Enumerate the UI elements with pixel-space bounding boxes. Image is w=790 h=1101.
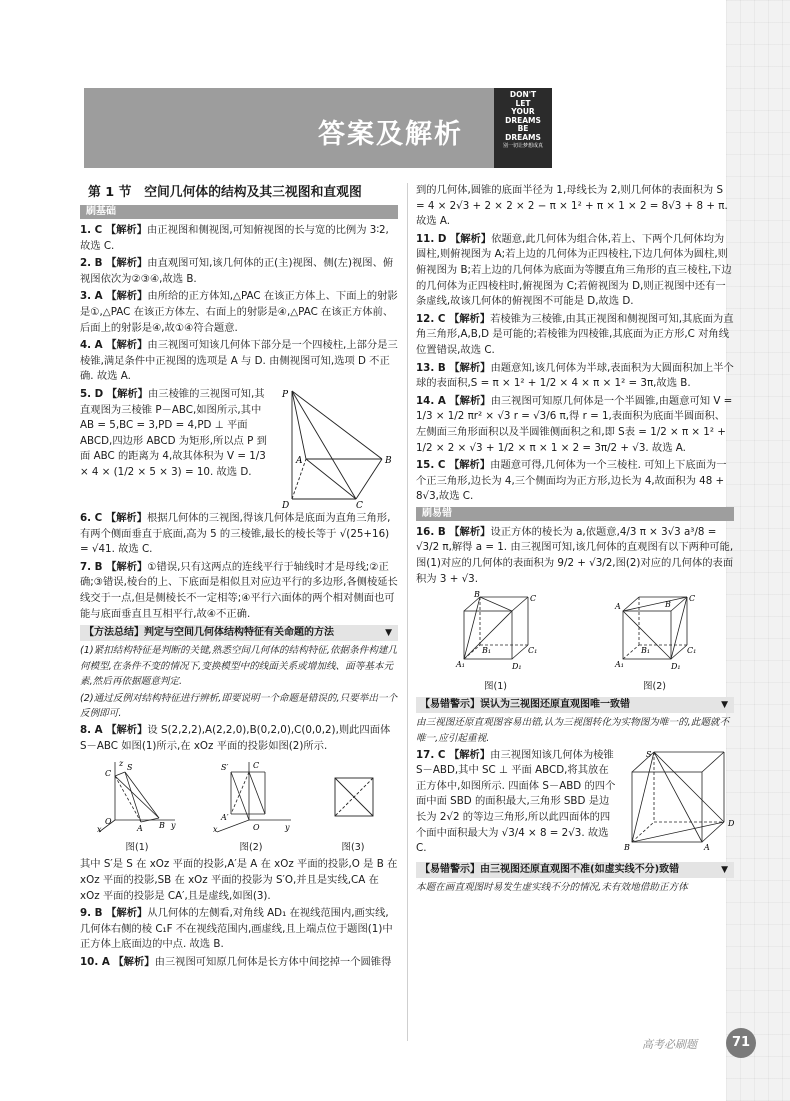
banner-title: 答案及解析: [318, 119, 463, 150]
answer-item: [416, 312, 734, 359]
badge-sub: 别一切让梦想成真: [502, 143, 543, 149]
svg-text:D: D: [282, 500, 290, 511]
svg-text:B₁: B₁: [481, 646, 491, 656]
section-title: 第 1 节 空间几何体的结构及其三视图和直观图: [88, 185, 362, 200]
answer-head: 7. B 【解析】: [80, 560, 148, 573]
answer-item: [80, 955, 398, 971]
answer-head: 13. B 【解析】: [416, 361, 491, 374]
svg-text:B: B: [624, 842, 630, 852]
figure-caption: 图(1): [484, 680, 507, 692]
answer-item: [416, 232, 734, 310]
page-edge-decoration: [726, 0, 790, 1101]
svg-text:y: y: [285, 823, 290, 833]
svg-text:C: C: [105, 769, 112, 779]
answer-item: [80, 338, 398, 385]
answer-head: 14. A 【解析】: [416, 394, 491, 407]
badge-line: LET: [515, 98, 531, 108]
answer-item: [416, 394, 734, 456]
left-column: [80, 183, 398, 973]
answer-item: [416, 458, 734, 505]
svg-text:C₁: C₁: [527, 646, 537, 656]
svg-text:O: O: [105, 817, 112, 827]
answer-text: ①错误,只有这两点的连线平行于轴线时才是母线;②正确;③错误,棱台的上、下底面是相似且对应边平行的多边形,各侧棱延长线交于一点,但是侧棱长不一定相等;④平行六面体的两个相对侧面也可能与底面垂直且互相平行,故④不正确.: [80, 560, 398, 620]
figure: [615, 591, 695, 694]
answer-item: [80, 387, 398, 511]
method-summary-title: 【方法总结】判定与空间几何体结构特征有关命题的方法: [84, 627, 334, 639]
answer-text: 设正方体的棱长为 a,依题意,4/3 π × 3√3 a³/8 = √3/2 π,解得 a = 1. 由三视图可知,该几何体的直观图有以下两种可能,图(1)对应的几何体的表面积为 9/2 + √3/2,图(2)对应的几何体的表面积为 3 + √3.: [416, 525, 734, 585]
answer-item: [80, 906, 398, 953]
figure-caption: 图(2): [239, 841, 263, 853]
warning-title: 【易错警示】由三视图还原直观图不准(如虚实线不分)致错: [420, 863, 680, 875]
warning-title: 【易错警示】误认为三视图还原直观图唯一致错: [420, 699, 630, 711]
cube-pyramid-figure: [624, 748, 734, 852]
answer-head: 3. A 【解析】: [80, 290, 148, 303]
svg-text:P: P: [282, 389, 289, 400]
badge-line: DREAMS: [505, 132, 541, 142]
svg-text:C: C: [688, 594, 695, 604]
warning-box: [416, 697, 734, 713]
answer-head: 15. C 【解析】: [416, 459, 491, 472]
answer-head: 12. C 【解析】: [416, 312, 491, 325]
cube-figure-1: [456, 591, 536, 673]
svg-text:C: C: [529, 594, 536, 604]
svg-text:B: B: [473, 590, 480, 600]
svg-text:C₁: C₁: [686, 646, 696, 656]
svg-text:B: B: [385, 455, 392, 466]
figure-caption: 图(1): [125, 841, 149, 853]
triangle-down-icon: ▼: [721, 700, 728, 711]
answer-head: 5. D 【解析】: [80, 387, 148, 400]
badge-line: DREAMS: [505, 115, 541, 125]
answer-item: [416, 361, 734, 392]
answer-item: [80, 256, 398, 287]
answer-head: 4. A 【解析】: [80, 339, 148, 352]
answer-text: 由直观图可知,该几何体的正(主)视图、侧(左)视图、俯视图依次为②③④,故选 B.: [80, 257, 394, 285]
svg-text:z: z: [119, 759, 124, 769]
cube-figure-2: [615, 591, 695, 673]
triangle-down-icon: ▼: [385, 628, 392, 639]
svg-text:x: x: [97, 825, 102, 835]
square-view-figure: [323, 758, 383, 834]
figure: [95, 758, 179, 855]
answer-text: 由正视图和侧视图,可知俯视图的长与宽的比例为 3∶2,故选 C.: [80, 224, 389, 252]
answer-text: 由题意知,该几何体为半球,表面积为大圆面积加上半个球的表面积,S = π × 1² + 1/2 × 4 × π × 1² = 3π,故选 B.: [416, 361, 734, 390]
svg-text:S: S: [127, 763, 133, 773]
svg-text:S: S: [646, 749, 652, 759]
figure: [456, 591, 536, 694]
answer-head: 1. C 【解析】: [80, 224, 147, 236]
answer-text: 若棱锥为三棱锥,由其正视图和侧视图可知,其底面为直角三角形,A,B,D 是可能的;若棱锥为四棱锥,其底面为正方形,C 对角线位置错误,故选 C.: [416, 312, 734, 356]
svg-text:A: A: [614, 602, 621, 612]
answer-item: [80, 289, 398, 336]
svg-text:y: y: [171, 821, 176, 831]
svg-text:A₁: A₁: [614, 660, 624, 670]
answer-text: 根据几何体的三视图,得该几何体是底面为直角三角形,有两个侧面垂直于底面,高为 5 的三棱锥,最长的棱长等于 √(25+16) = √41. 故选 C.: [80, 511, 391, 556]
answer-text: 由三视图可知该几何体下部分是一个四棱柱,上部分是三棱锥,满足条件中正视图的选项是 A 与 D. 由侧视图可知,选项 D 不正确. 故选 A.: [80, 339, 398, 383]
answer-text: 依题意,此几何体为组合体,若上、下两个几何体均为圆柱,则俯视图为 A;若上边的几何体为正四棱柱,下边几何体为圆柱,则俯视图为 B;若上边的几何体为底面为等腰直角三角形的直三棱柱,下边的几何体为正四棱柱时,俯视图为 C;若俯视图为 D,则正视图中还有一条虚线,故该几何体的俯视图不可能是 D,故选 D.: [416, 232, 732, 308]
answer-item: [80, 857, 398, 904]
footer-text: 高考必刷题: [642, 1038, 697, 1051]
svg-text:O: O: [253, 823, 260, 833]
tetrahedron-figure: [95, 758, 179, 834]
warning-note: 由三视图还原直观图容易出错,认为三视图转化为实物图为唯一的,此题就不唯一,应引起重视.: [416, 717, 730, 745]
svg-text:D₁: D₁: [670, 662, 681, 672]
svg-text:S′: S′: [221, 763, 229, 773]
figure-caption: 图(3): [341, 841, 365, 853]
answer-text: 设 S(2,2,2),A(2,2,0),B(0,2,0),C(0,0,2),则此四面体 S－ABC 如图(1)所示,在 xOz 平面的投影如图(2)所示.: [80, 724, 391, 752]
answer-head: 9. B 【解析】: [80, 907, 148, 920]
figure-row: [80, 758, 398, 855]
column-divider: [407, 183, 408, 1041]
warning-note: 本题在画直观图时易发生虚实线不分的情况,未有效地借助正方体: [416, 881, 688, 893]
right-column: [416, 183, 734, 896]
answer-text: 其中 S′是 S 在 xOz 平面的投影,A′是 A 在 xOz 平面的投影,O 是 B 在 xOz 平面的投影,SB 在 xOz 平面的投影为 S′O,并且是实线,CA 在 xOz 平面的投影是 CA′,且是虚线,如图(3).: [80, 858, 398, 902]
answer-text: 由三棱锥的三视图可知,其直观图为三棱锥 P－ABC,如图所示,其中 AB = 5,BC = 3,PD = 4,PD ⊥ 平面 ABCD,四边形 ABCD 为矩形,所以点 P 到面 ABC 的距离为 4,故其体积为 V = 1/3 × 4 × (1/2 × 5 × 3) = 10. 故选 D.: [80, 387, 267, 478]
svg-text:A′: A′: [221, 813, 229, 823]
answer-item: [80, 223, 398, 254]
figure-caption: 图(2): [643, 680, 666, 692]
svg-text:x: x: [213, 825, 218, 835]
tag-mistakes: 刷易错: [416, 507, 734, 521]
answer-text: 到的几何体,圆锥的底面半径为 1,母线长为 2,则几何体的表面积为 S = 4 × 2√3 + 2 × 2 × 2 − π × 1² + π × 1 × 2 = 8√3 + 8 + π. 故选 A.: [416, 184, 728, 228]
method-summary-box: [80, 625, 398, 641]
answer-item: [416, 183, 734, 230]
answer-head: 16. B 【解析】: [416, 525, 491, 538]
answer-text: 由所给的正方体知,△PAC 在该正方体上、下面上的射影是①,△PAC 在该正方体左、右面上的射影是④,△PAC 在该正方体前、后面上的射影是④,故①④符合题意.: [80, 290, 398, 334]
badge-line: DON'T: [509, 90, 537, 99]
answer-head: 10. A 【解析】: [80, 956, 155, 968]
warning-box: [416, 862, 734, 878]
tag-basic: 刷基础: [80, 205, 398, 219]
figure: [209, 758, 293, 855]
answer-item: [80, 560, 398, 622]
answer-item: [80, 723, 398, 754]
svg-text:C: C: [356, 500, 363, 511]
pyramid-figure: [278, 387, 398, 509]
triangle-down-icon: ▼: [721, 864, 728, 875]
answer-text: 由三视图知该几何体为棱锥 S－ABD,其中 SC ⊥ 平面 ABCD,将其放在正方体中,如图所示. 四面体 S－ABD 的四个面中面 SBD 的面积最大,三角形 SBD 是边长为 2√2 的等边三角形,所以此四面体的四个面中面积最大为 √3/4 × 8 = 2√3. 故选 C.: [416, 748, 616, 855]
svg-text:B: B: [159, 821, 165, 831]
svg-text:D: D: [728, 818, 735, 828]
answer-head: 8. A 【解析】: [80, 724, 148, 737]
svg-text:D₁: D₁: [511, 662, 522, 672]
answer-item: [80, 511, 398, 558]
answer-text: 由三视图可知原几何体是一个半圆锥,由题意可知 V = 1/3 × 1/2 πr² × √3 r = √3/6 π,得 r = 1,表面积为底面半圆面积、左侧面三角形面积以及半圆锥侧面积之和,即 S表 = 1/2 × π × 1² + 1/2 × 2 × √3 + 1/2 × π × 1 × 2 = 3π/2 + √3. 故选 A.: [416, 394, 733, 454]
answer-text: 由三视图可知原几何体是长方体中间挖掉一个圆锥得: [154, 956, 392, 968]
answer-head: 2. B 【解析】: [80, 257, 148, 270]
svg-text:A₁: A₁: [455, 660, 465, 670]
method-note: (2)通过反例对结构特征进行辨析,即要说明一个命题是错误的,只要举出一个反例即可.: [80, 692, 398, 720]
answer-text: 从几何体的左侧看,对角线 AD₁ 在视线范围内,画实线,几何体右侧的棱 C₁F 不在视线范围内,画虚线,且上端点位于题图(1)中正方体上底面边的中点. 故选 B.: [80, 907, 393, 951]
svg-text:C: C: [253, 761, 260, 771]
svg-text:A: A: [704, 842, 710, 852]
answer-item: [416, 748, 734, 857]
page-number: 71: [726, 1028, 756, 1058]
answer-head: 11. D 【解析】: [416, 232, 492, 245]
figure-row: [416, 591, 734, 694]
dream-badge: [494, 88, 552, 168]
answer-head: 17. C 【解析】: [416, 748, 491, 761]
svg-text:A: A: [137, 824, 143, 834]
answer-head: 6. C 【解析】: [80, 511, 147, 524]
answer-text: 由题意可得,几何体为一个三棱柱. 可知上下底面为一个正三角形,边长为 4,三个侧面均为正方形,边长为 4,故面积为 48 + 8√3,故选 C.: [416, 459, 727, 503]
method-note: (1)紧扣结构特征是判断的关键,熟悉空间几何体的结构特征,依据条件构建几何模型,在条件不变的情况下,变换模型中的线面关系或增加线、面等基本元素,然后再依据题意判定.: [80, 645, 398, 688]
figure: [323, 758, 383, 855]
svg-text:B₁: B₁: [640, 646, 650, 656]
svg-text:B: B: [664, 600, 671, 610]
answer-item: [416, 525, 734, 587]
badge-line: YOUR: [511, 107, 535, 116]
svg-text:A: A: [296, 455, 303, 466]
badge-line: BE: [517, 124, 529, 133]
projection-figure: [209, 758, 293, 834]
